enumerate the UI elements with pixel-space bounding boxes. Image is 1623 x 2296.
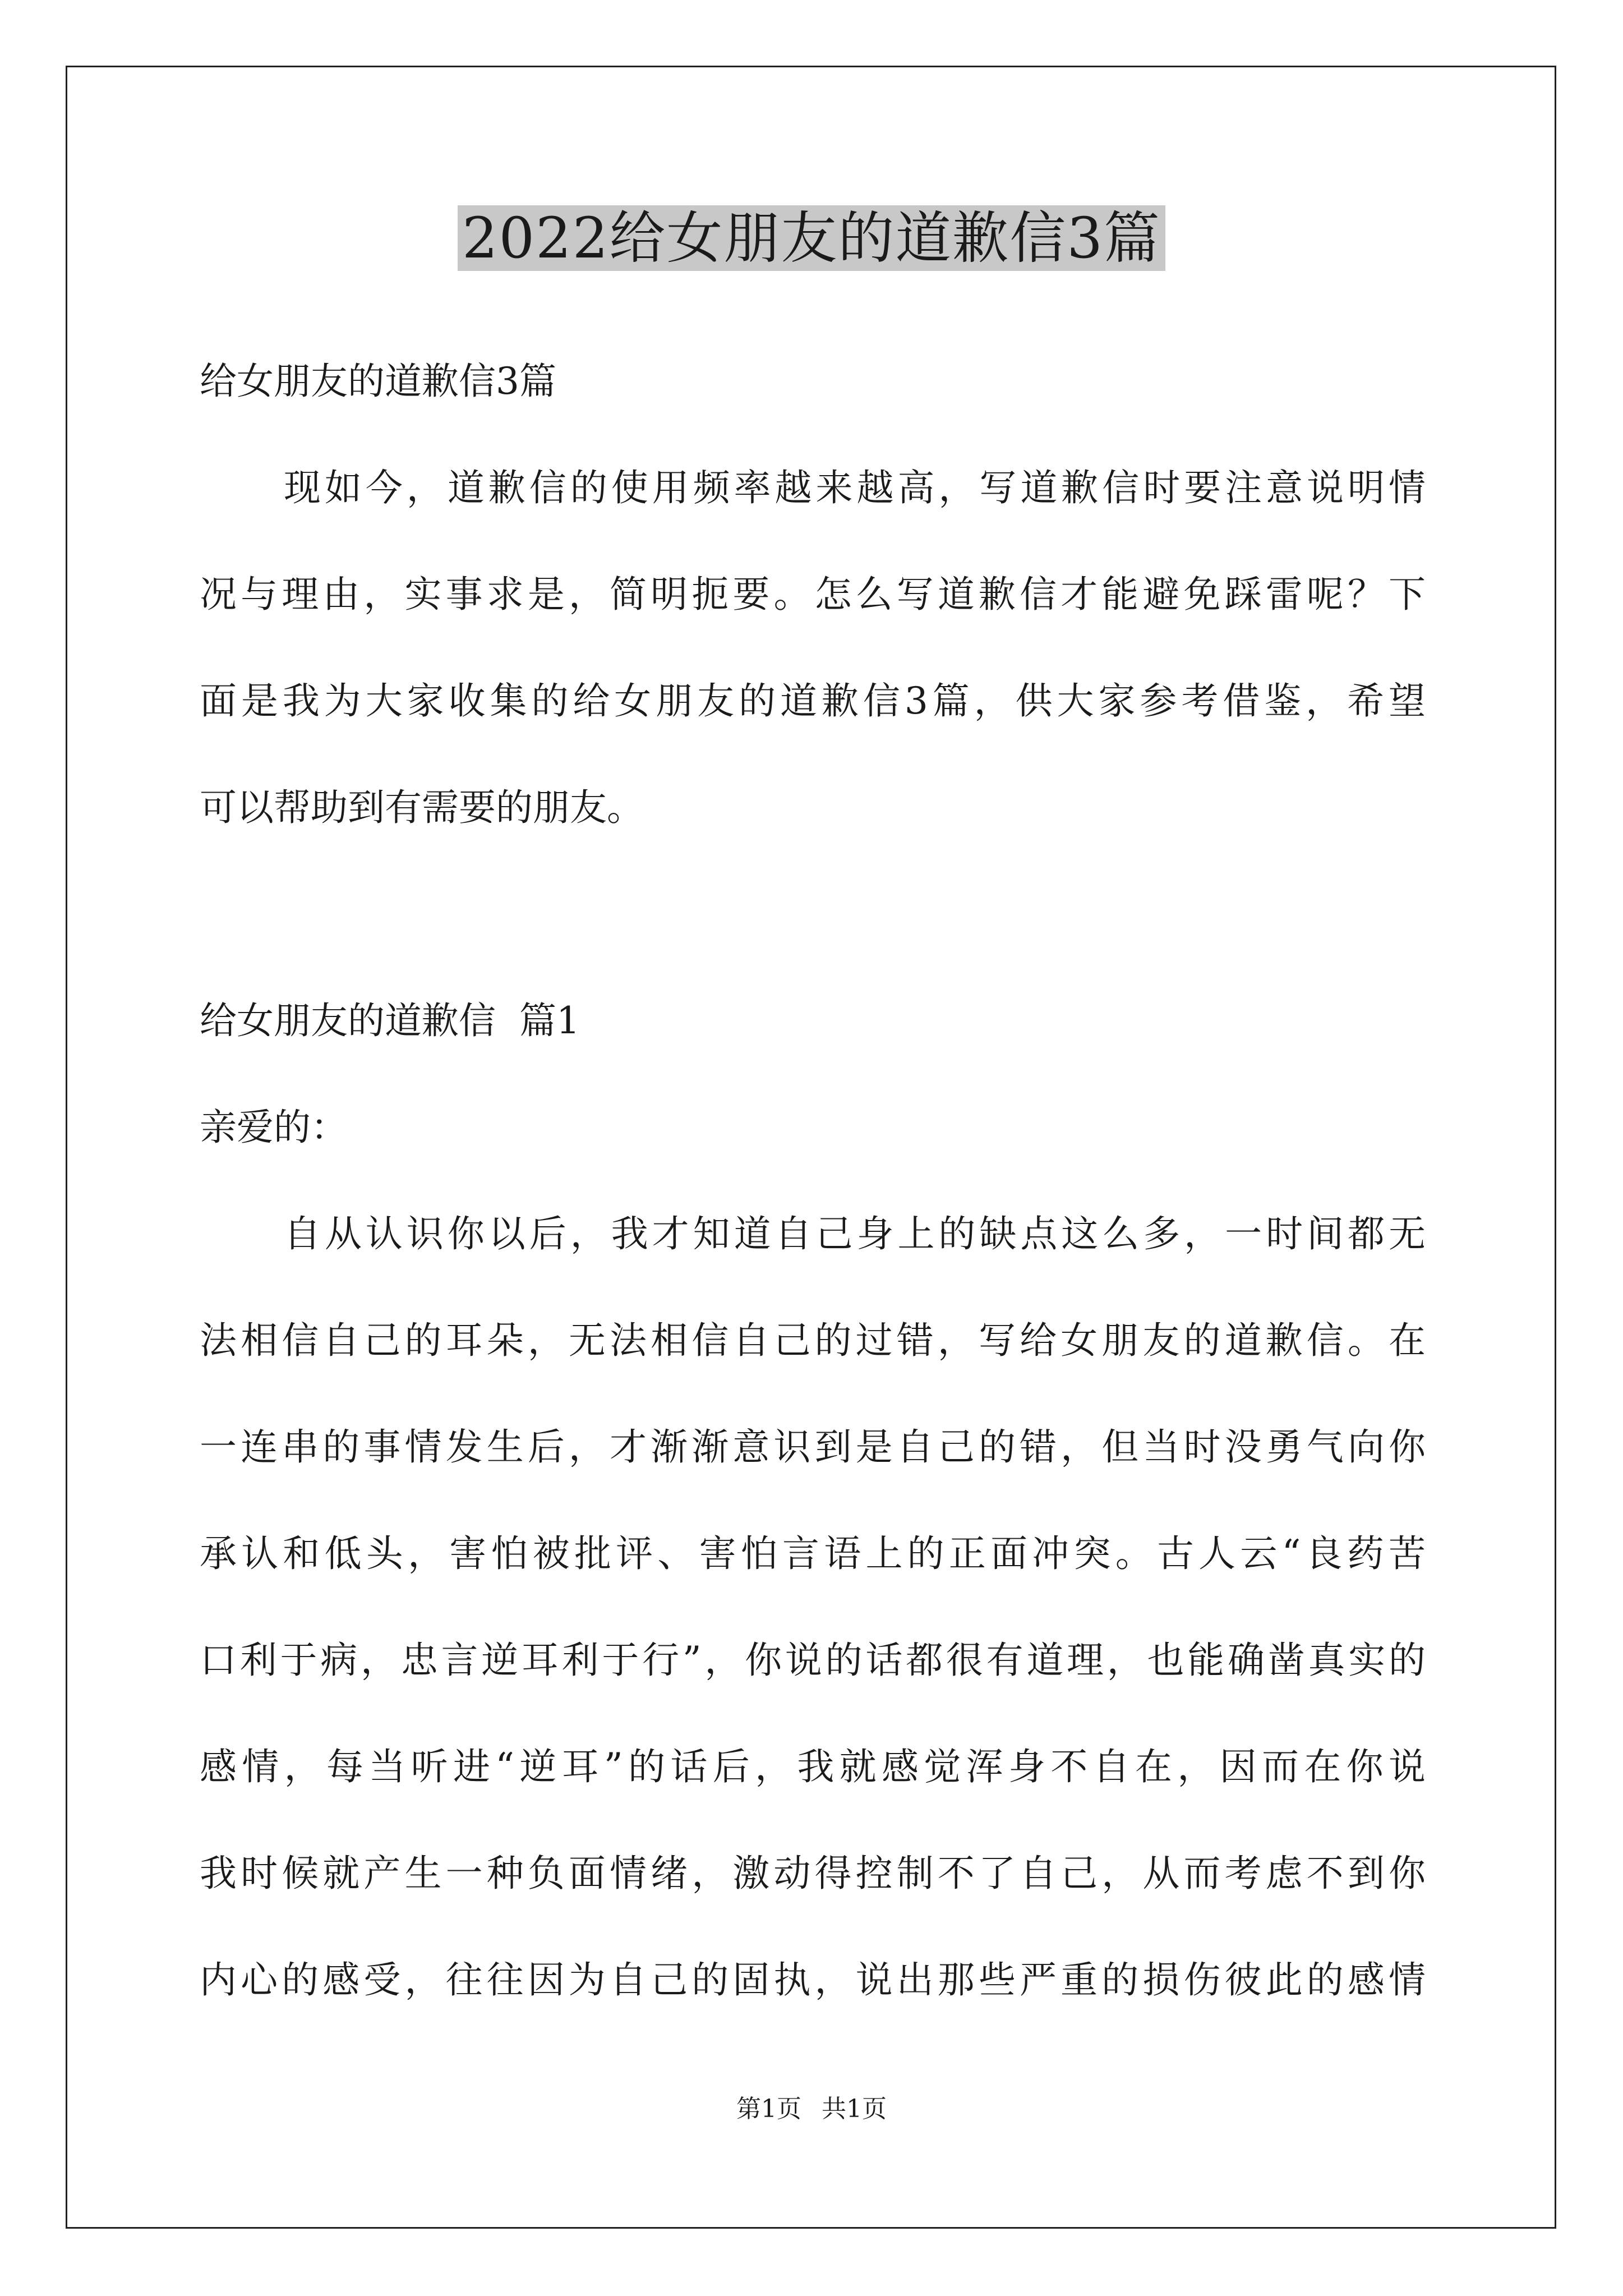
body-line-5: 口利于病，忠言逆耳利于行”，你说的话都很有道理，也能确凿真实的: [200, 1639, 1426, 1682]
section-heading-1: 给女朋友的道歉信 篇1: [200, 999, 580, 1042]
page-number: 第1页: [736, 2095, 801, 2123]
body-line-2: 法相信自己的耳朵，无法相信自己的过错，写给女朋友的道歉信。在: [200, 1319, 1426, 1362]
body-line-6: 感情，每当听进“逆耳”的话后，我就感觉浑身不自在，因而在你说: [200, 1745, 1426, 1788]
body-line-1: 自从认识你以后，我才知道自己身上的缺点这么多，一时间都无: [284, 1212, 1426, 1255]
document-title: [0, 202, 1623, 275]
body-line-4: 承认和低头，害怕被批评、害怕言语上的正面冲突。古人云“良药苦: [200, 1532, 1426, 1575]
page-footer: [0, 2092, 1623, 2126]
subtitle: 给女朋友的道歉信3篇: [200, 360, 556, 403]
body-line-8: 内心的感受，往往因为自己的固执，说出那些严重的损伤彼此的感情: [200, 1958, 1426, 2001]
document-title-text: 2022给女朋友的道歉信3篇: [458, 205, 1165, 271]
body-line-3: 一连串的事情发生后，才渐渐意识到是自己的错，但当时没勇气向你: [200, 1425, 1426, 1469]
intro-line-4: 可以帮助到有需要的朋友。: [200, 786, 644, 829]
intro-line-3: 面是我为大家收集的给女朋友的道歉信3篇，供大家参考借鉴，希望: [200, 679, 1426, 723]
body-line-7: 我时候就产生一种负面情绪，激动得控制不了自己，从而考虑不到你: [200, 1852, 1426, 1895]
page-total: 共1页: [822, 2095, 887, 2123]
intro-line-1: 现如今，道歉信的使用频率越来越高，写道歉信时要注意说明情: [284, 466, 1426, 509]
salutation: 亲爱的：: [200, 1106, 348, 1149]
intro-line-2: 况与理由，实事求是，简明扼要。怎么写道歉信才能避免踩雷呢？下: [200, 573, 1426, 616]
